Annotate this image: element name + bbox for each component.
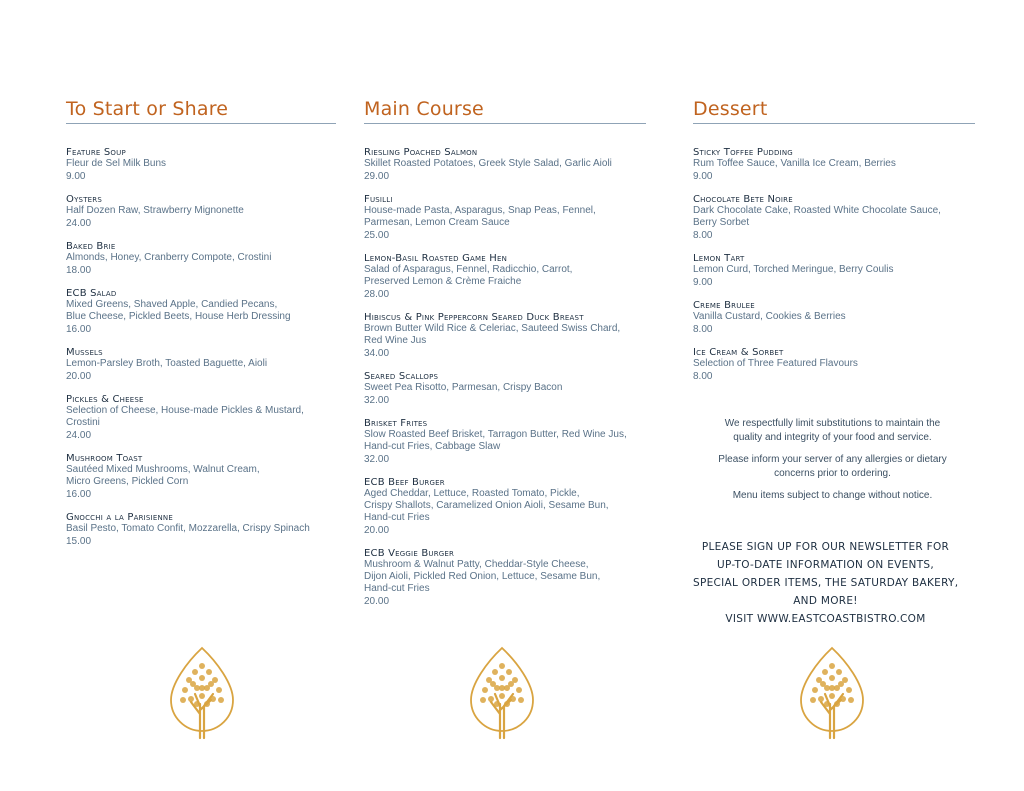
menu-item-description: Slow Roasted Beef Brisket, Tarragon Butter, Red Wine Jus,	[364, 429, 627, 440]
menu-item	[693, 253, 975, 289]
note-line: concerns prior to ordering.	[774, 468, 891, 479]
menu-item-price: 28.00	[364, 289, 390, 300]
menu-item	[364, 194, 646, 242]
menu-item	[364, 312, 646, 360]
menu-item-name: Oysters	[66, 194, 102, 205]
menu-item-name: Lemon-Basil Roasted Game Hen	[364, 253, 508, 264]
menu-item	[364, 253, 646, 301]
menu-item	[66, 147, 336, 183]
menu-item-description: Mixed Greens, Shaved Apple, Candied Pecans,	[66, 299, 278, 310]
menu-item	[66, 241, 336, 277]
menu-item-name: Pickles & Cheese	[66, 394, 144, 405]
menu-item	[364, 371, 646, 407]
menu-item-list	[364, 147, 646, 608]
menu-item-price: 16.00	[66, 489, 92, 500]
section-title: Main Course	[364, 98, 646, 124]
menu-item-price: 20.00	[66, 371, 92, 382]
menu-item	[693, 347, 975, 383]
menu-item-name: Riesling Poached Salmon	[364, 147, 478, 158]
section-main-course	[364, 98, 646, 619]
menu-item	[66, 453, 336, 501]
menu-item-name: ECB Beef Burger	[364, 477, 445, 488]
menu-item-list	[693, 147, 975, 383]
menu-item-description: Lemon-Parsley Broth, Toasted Baguette, Aioli	[66, 358, 268, 369]
menu-item-name: Chocolate Bete Noire	[693, 194, 793, 205]
menu-item-description: Blue Cheese, Pickled Beets, House Herb Dressing	[66, 311, 291, 322]
policy-notes	[700, 417, 965, 511]
menu-item-price: 8.00	[693, 324, 713, 335]
menu-item-name: Fusilli	[364, 194, 393, 205]
menu-item-price: 9.00	[693, 277, 713, 288]
tree-leaf-logo-icon	[797, 644, 867, 740]
menu-item-name: ECB Veggie Burger	[364, 548, 455, 559]
menu-item-price: 20.00	[364, 596, 390, 607]
newsletter-line: PLEASE SIGN UP FOR OUR NEWSLETTER FOR	[701, 541, 950, 553]
newsletter-line: UP-TO-DATE INFORMATION ON EVENTS,	[716, 559, 935, 571]
tree-leaf-logo-icon	[467, 644, 537, 740]
menu-item-description: Salad of Asparagus, Fennel, Radicchio, Carrot,	[364, 264, 573, 275]
menu-item-list	[66, 147, 336, 548]
menu-item-name: ECB Salad	[66, 288, 117, 299]
menu-item-name: Seared Scallops	[364, 371, 439, 382]
menu-item-description: Dark Chocolate Cake, Roasted White Chocolate Sauce,	[693, 205, 941, 216]
note-line: quality and integrity of your food and service.	[733, 432, 932, 443]
menu-item-name: Feature Soup	[66, 147, 126, 158]
menu-item-price: 20.00	[364, 525, 390, 536]
menu-item	[66, 347, 336, 383]
newsletter-line: SPECIAL ORDER ITEMS, THE SATURDAY BAKERY,	[693, 577, 959, 589]
menu-item-name: Hibiscus & Pink Peppercorn Seared Duck Breast	[364, 312, 584, 323]
menu-item-description: Hand-cut Fries	[364, 512, 430, 523]
menu-item-description: Red Wine Jus	[364, 335, 427, 346]
menu-item-price: 24.00	[66, 218, 92, 229]
note-allergies	[700, 453, 965, 481]
menu-item	[693, 300, 975, 336]
menu-item-price: 15.00	[66, 536, 92, 547]
menu-item-description: Lemon Curd, Torched Meringue, Berry Coulis	[693, 264, 894, 275]
menu-item-description: Skillet Roasted Potatoes, Greek Style Salad, Garlic Aioli	[364, 158, 612, 169]
menu-item-description: Hand-cut Fries	[364, 583, 430, 594]
menu-item-description: Sautéed Mixed Mushrooms, Walnut Cream,	[66, 464, 260, 475]
section-title: To Start or Share	[66, 98, 336, 124]
menu-item-price: 8.00	[693, 230, 713, 241]
menu-item-name: Brisket Frites	[364, 418, 428, 429]
menu-item	[364, 418, 646, 466]
menu-item-price: 9.00	[66, 171, 86, 182]
menu-item	[693, 194, 975, 242]
menu-item-description: Hand-cut Fries, Cabbage Slaw	[364, 441, 501, 452]
menu-item-description: Vanilla Custard, Cookies & Berries	[693, 311, 846, 322]
menu-item-name: Gnocchi a la Parisienne	[66, 512, 173, 523]
menu-item-description: Half Dozen Raw, Strawberry Mignonette	[66, 205, 244, 216]
menu-item-name: Baked Brie	[66, 241, 116, 252]
menu-item-description: Basil Pesto, Tomato Confit, Mozzarella, Crispy Spinach	[66, 523, 310, 534]
menu-item-description: Almonds, Honey, Cranberry Compote, Crostini	[66, 252, 272, 263]
menu-item	[364, 548, 646, 608]
menu-item-price: 32.00	[364, 395, 390, 406]
menu-item-description: Rum Toffee Sauce, Vanilla Ice Cream, Berries	[693, 158, 896, 169]
note-line: Please inform your server of any allergies or dietary	[718, 454, 947, 465]
menu-item-description: Sweet Pea Risotto, Parmesan, Crispy Bacon	[364, 382, 563, 393]
note-substitutions	[700, 417, 965, 445]
menu-item	[66, 394, 336, 442]
menu-item-description: Mushroom & Walnut Patty, Cheddar-Style Cheese,	[364, 559, 589, 570]
menu-item-price: 34.00	[364, 348, 390, 359]
menu-item-price: 8.00	[693, 371, 713, 382]
menu-item-description: Fleur de Sel Milk Buns	[66, 158, 167, 169]
menu-item	[66, 512, 336, 548]
menu-item-price: 16.00	[66, 324, 92, 335]
menu-item-price: 25.00	[364, 230, 390, 241]
menu-item-price: 32.00	[364, 454, 390, 465]
menu-item-price: 18.00	[66, 265, 92, 276]
note-line: We respectfully limit substitutions to maintain the	[724, 418, 941, 429]
menu-item-name: Ice Cream & Sorbet	[693, 347, 784, 358]
note-line: Menu items subject to change without notice.	[732, 490, 933, 501]
menu-item-description: Selection of Three Featured Flavours	[693, 358, 858, 369]
menu-item-description: Preserved Lemon & Crème Fraiche	[364, 276, 522, 287]
menu-item	[66, 194, 336, 230]
menu-item-description: Crispy Shallots, Caramelized Onion Aioli, Sesame Bun,	[364, 500, 609, 511]
menu-item-name: Sticky Toffee Pudding	[693, 147, 793, 158]
section-title: Dessert	[693, 98, 975, 124]
newsletter-promo	[693, 538, 958, 628]
newsletter-line: AND MORE!	[793, 595, 858, 607]
menu-item-name: Lemon Tart	[693, 253, 745, 264]
section-to-start-or-share	[66, 98, 336, 559]
menu-item-description: House-made Pasta, Asparagus, Snap Peas, Fennel,	[364, 205, 596, 216]
menu-item-name: Creme Brulee	[693, 300, 755, 311]
newsletter-website-link[interactable]: VISIT WWW.EASTCOASTBISTRO.COM	[725, 613, 926, 625]
note-changes	[700, 489, 965, 503]
menu-item-description: Micro Greens, Pickled Corn	[66, 476, 189, 487]
menu-item-description: Dijon Aioli, Pickled Red Onion, Lettuce, Sesame Bun,	[364, 571, 601, 582]
menu-item-description: Crostini	[66, 417, 100, 428]
menu-item-description: Berry Sorbet	[693, 217, 750, 228]
menu-item-name: Mushroom Toast	[66, 453, 143, 464]
menu-item	[66, 288, 336, 336]
menu-item-price: 24.00	[66, 430, 92, 441]
section-dessert	[693, 98, 975, 394]
menu-item	[364, 477, 646, 537]
menu-item-name: Mussels	[66, 347, 103, 358]
menu-item-description: Selection of Cheese, House-made Pickles & Mustard,	[66, 405, 304, 416]
menu-item-description: Brown Butter Wild Rice & Celeriac, Sauteed Swiss Chard,	[364, 323, 621, 334]
menu-item-price: 29.00	[364, 171, 390, 182]
menu-item	[364, 147, 646, 183]
menu-item-description: Aged Cheddar, Lettuce, Roasted Tomato, Pickle,	[364, 488, 580, 499]
menu-item-description: Parmesan, Lemon Cream Sauce	[364, 217, 510, 228]
tree-leaf-logo-icon	[167, 644, 237, 740]
menu-item-price: 9.00	[693, 171, 713, 182]
menu-item	[693, 147, 975, 183]
